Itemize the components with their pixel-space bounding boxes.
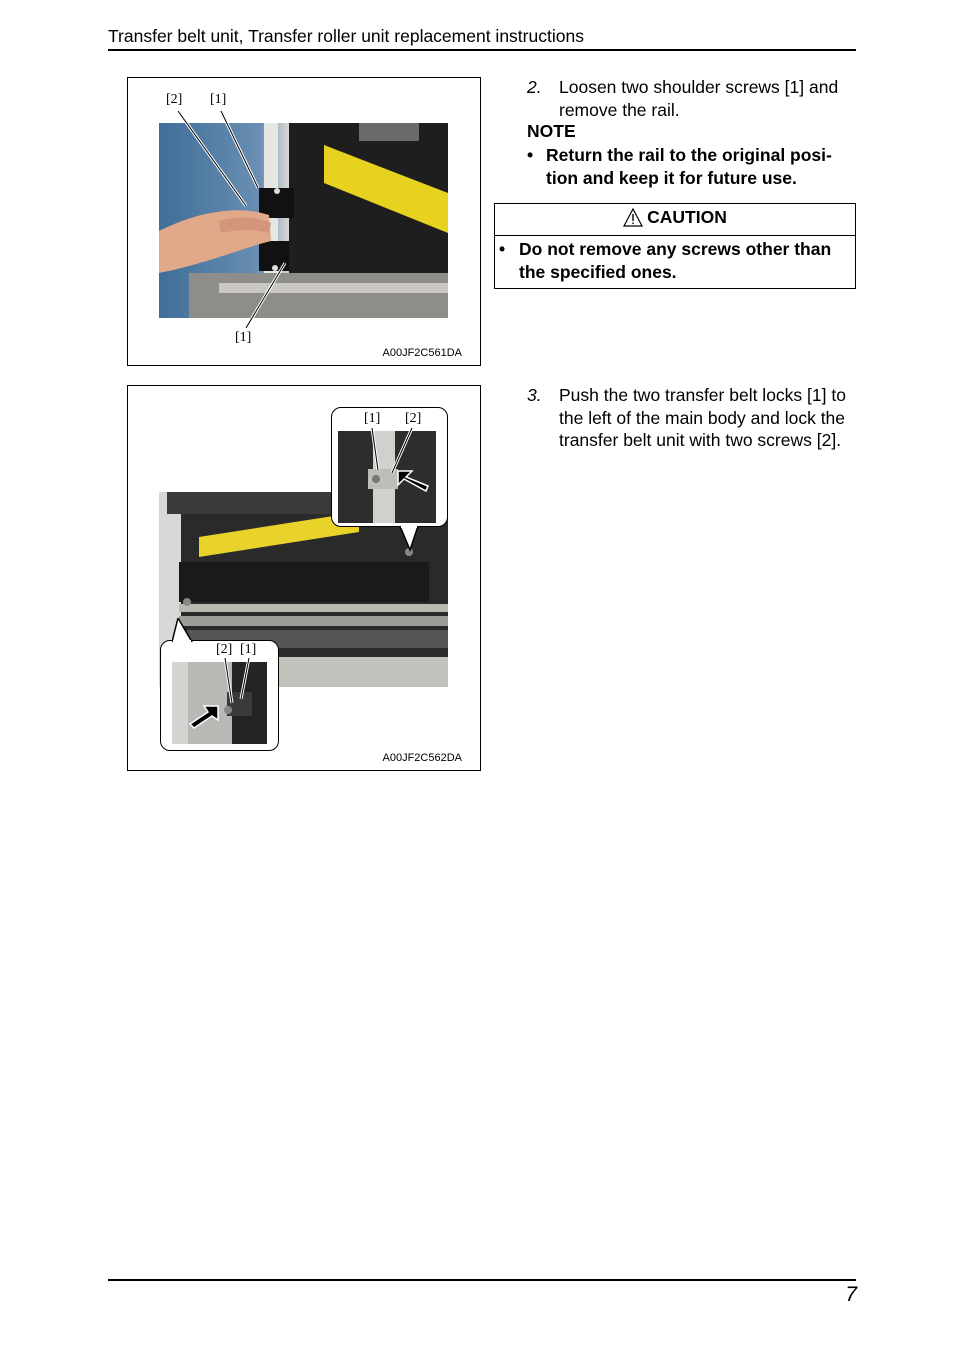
caution-title: CAUTION	[647, 207, 727, 227]
warning-triangle-icon	[623, 208, 643, 227]
figure-code: A00JF2C562DA	[382, 752, 462, 764]
callout-label: [2]	[166, 92, 183, 107]
figure-2	[127, 385, 481, 771]
caution-box	[494, 203, 856, 289]
step-number: 2.	[527, 77, 542, 97]
step-number: 3.	[527, 385, 542, 405]
note-title: NOTE	[527, 121, 576, 141]
callout-label: [2]	[216, 642, 233, 657]
inset-bottom-pointer	[172, 618, 194, 642]
bullet: •	[527, 145, 534, 165]
callout-label: [1]	[364, 411, 381, 426]
figure-code: A00JF2C561DA	[382, 347, 462, 359]
figure-1	[127, 77, 481, 366]
header-title: Transfer belt unit, Transfer roller unit replacement instructions	[108, 26, 584, 46]
callout-label: [2]	[405, 411, 422, 426]
step-text: Loosen two shoulder screws [1] and remove the rail.	[559, 77, 839, 120]
page-number: 7	[845, 1283, 857, 1306]
note-text: Return the rail to the original posi- tion and keep it for future use.	[546, 145, 832, 188]
callout-label: [1]	[240, 642, 257, 657]
detail-inset-top	[331, 407, 448, 527]
footer-rule	[108, 1279, 856, 1281]
callout-label: [1]	[235, 330, 252, 345]
caution-text: Do not remove any screws other than the specified ones.	[519, 239, 832, 282]
caution-header	[495, 204, 855, 236]
bullet: •	[499, 239, 506, 259]
inset-top-leader-lines	[332, 408, 449, 528]
detail-inset-bottom	[160, 640, 279, 751]
inset-top-pointer	[398, 526, 420, 552]
header-rule	[108, 49, 856, 51]
callout-label: [1]	[210, 92, 227, 107]
step-text: Push the two transfer belt locks [1] to the left of the main body and lock the transfer belt unit with two screws [2].	[559, 385, 846, 450]
figure-1-leader-lines	[128, 78, 482, 367]
